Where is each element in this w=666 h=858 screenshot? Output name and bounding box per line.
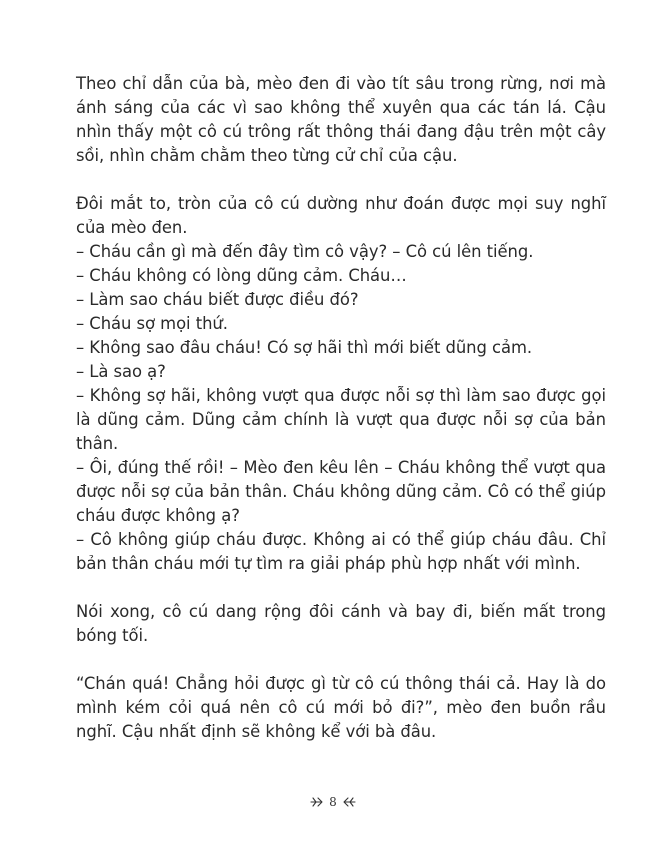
dialog-line: – Không sao đâu cháu! Có sợ hãi thì mới biết dũng cảm. [76, 338, 533, 357]
dialog-line: – Không sợ hãi, không vượt qua được nỗi sợ thì làm sao được gọi là dũng cảm. Dũng cảm chính là vượt qua được nỗi sợ của bản thân. [76, 386, 606, 453]
paragraph-intro: Theo chỉ dẫn của bà, mèo đen đi vào tít sâu trong rừng, nơi mà ánh sáng của các vì sao không thể xuyên qua các tán lá. Cậu nhìn thấy một cô cú trông rất thông thái đang đậu trên một cây sồi, nhìn chằm chằm theo từng cử chỉ của cậu. [76, 74, 606, 165]
dialog-line: – Cháu sợ mọi thứ. [76, 314, 228, 333]
dialog-line: – Cháu cần gì mà đến đây tìm cô vậy? – Cô cú lên tiếng. [76, 242, 534, 261]
story-text [76, 72, 606, 768]
dialog-block [76, 240, 606, 576]
paragraph-cat-thoughts: “Chán quá! Chẳng hỏi được gì từ cô cú thông thái cả. Hay là do mình kém cỏi quá nên cô cú mới bỏ đi?”, mèo đen buồn rầu nghĩ. Cậu nhất định sẽ không kể với bà đâu. [76, 674, 606, 741]
arrow-ornament-left-icon [342, 796, 356, 808]
dialog-line: – Là sao ạ? [76, 362, 166, 381]
page-number: 8 [329, 795, 337, 809]
dialog-line: – Ôi, đúng thế rồi! – Mèo đen kêu lên – Cháu không thể vượt qua được nỗi sợ của bản thân. Cháu không dũng cảm. Cô có thể giúp cháu được không ạ? [76, 458, 606, 525]
paragraph-owl-eyes: Đôi mắt to, tròn của cô cú dường như đoán được mọi suy nghĩ của mèo đen. [76, 194, 606, 237]
paragraph-owl-leaves: Nói xong, cô cú dang rộng đôi cánh và bay đi, biến mất trong bóng tối. [76, 602, 606, 645]
dialog-line: – Cô không giúp cháu được. Không ai có thể giúp cháu đâu. Chỉ bản thân cháu mới tự tìm ra giải pháp phù hợp nhất với mình. [76, 530, 606, 573]
page-footer [0, 792, 666, 812]
arrow-ornament-right-icon [310, 796, 324, 808]
dialog-line: – Làm sao cháu biết được điều đó? [76, 290, 359, 309]
dialog-line: – Cháu không có lòng dũng cảm. Cháu… [76, 266, 407, 285]
